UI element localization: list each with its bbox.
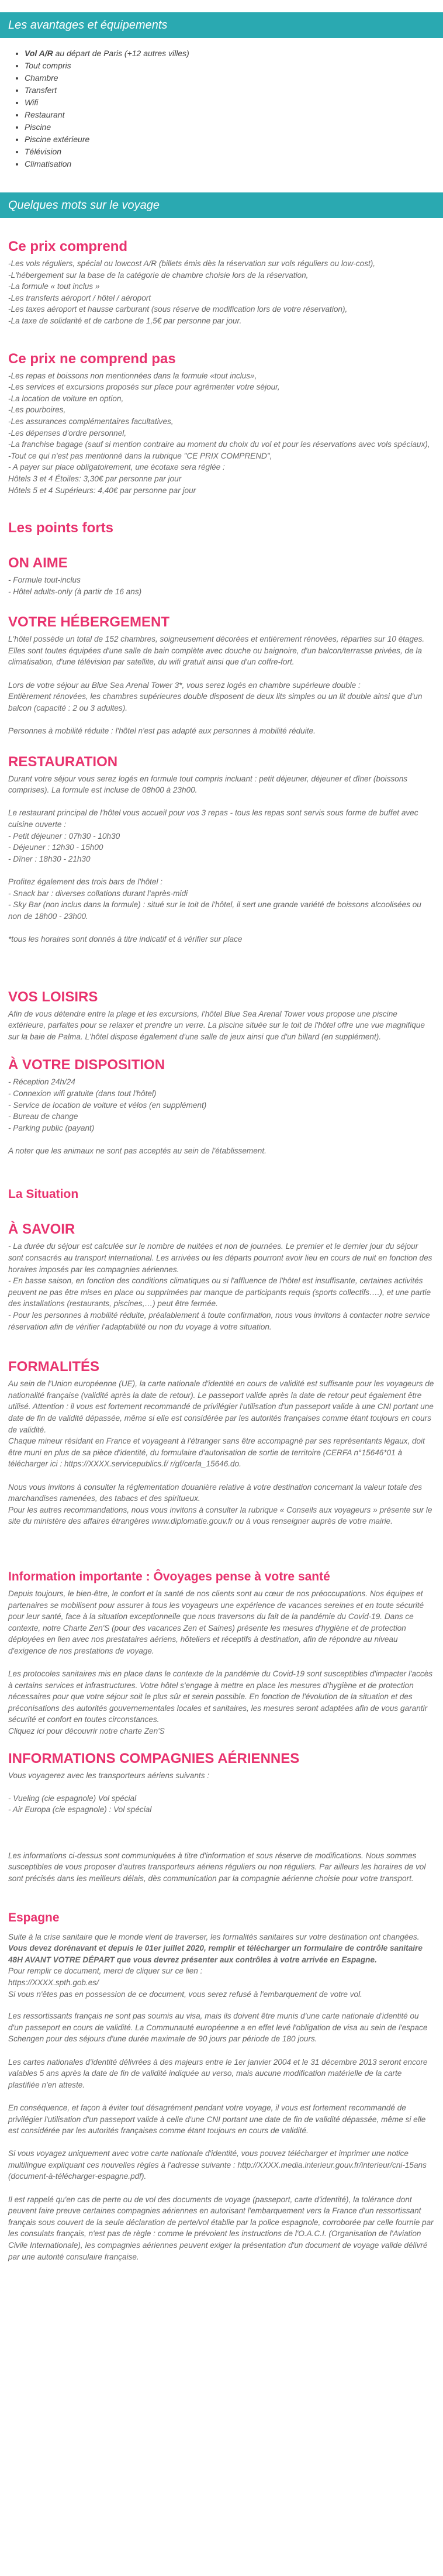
advantage-item <box>25 158 443 170</box>
section-body: Depuis toujours, le bien-être, le confort et la santé de nos clients sont au cœur de nos préoccupations. Nos équipes et partenaires se mobilisent pour assurer à tous les voyageurs une expérience de vacances sereines et en toute sécurité pour leur santé, face à la situation exceptionnelle que nous traversons du fait de la pandémie du Covid-19. Dans ce contexte, notre Charte Zen'S (pour des vacances Zen et Saines) présente les mesures d'hygiène et de protection déployées en lien avec nos prestataires aériens, hôteliers et réceptifs à destination, afin de répondre au niveau d'exigence de nos prestations de voyage. Les protocoles sanitaires mis en place dans le contexte de la pandémie du Covid-19 sont susceptibles d'impacter l'accès à certains services et infrastructures. Votre hôtel s'engage à mettre en place les mesures d'hygiène et de protection nécessaires pour que votre séjour soit le plus sûr et serein possible. En fonction de l'évolution de la situation et des préconisations des autorités gouvernementales locales et sanitaires, les mesures seront adaptées afin de vous garantir sécurité et confort en toutes circonstances. Cliquez ici pour découvrir notre charte Zen'S <box>8 1589 433 1736</box>
advantage-item-label: Chambre <box>25 73 58 82</box>
section-heading: Ce prix ne comprend pas <box>8 350 176 367</box>
advantage-item <box>25 84 443 97</box>
section-on-aime <box>0 555 443 597</box>
advantages-list <box>0 47 443 170</box>
section-body: L'hôtel possède un total de 152 chambres, soigneusement décorées et entièrement rénovées, réparties sur 10 étages. Elles sont toutes équipées d'une salle de bain complète avec douche ou baignoire, d'un balcon/terrasse privées, de la climatisation, d'une télévision par satellite, du wifi gratuit ainsi que d'un coffre-fort. Lors de votre séjour au Blue Sea Arenal Tower 3*, vous serez logés en chambre supérieure double : Entièrement rénovées, les chambres supérieures double disposent de deux lits simples ou un lit double ainsi que d'un balcon (capacité : 2 ou 3 adultes). Personnes à mobilité réduite : l'hôtel n'est pas adapté aux personnes à mobilité réduite. <box>8 635 425 736</box>
advantage-item-label: au départ de Paris (+12 autres villes) <box>53 49 189 58</box>
section-body: - Réception 24h/24 - Connexion wifi gratuite (dans tout l'hôtel) - Service de location de voiture et vélos (en supplément) - Bureau de change - Parking public (payant) A noter que les animaux ne sont pas acceptés au sein de l'établissement. <box>8 1077 267 1155</box>
section-info-importante <box>0 1568 443 1737</box>
advantage-item <box>25 133 443 146</box>
section-body: Au sein de l'Union européenne (UE), la carte nationale d'identité en cours de validité est suffisante pour les voyageurs de nationalité française (validité après la date de retour). Le passeport valide après la date de retour peut également être utilisé. Attention : il vous est fortement recommandé de privilégier l'utilisation d'un passeport valide à une CNI portant une date de fin de validité dépassée, même si elle est considérée par les autorités françaises comme étant toujours en cours de validité. Chaque mineur résidant en France et voyageant à l'étranger sans être accompagné par ses représentants légaux, doit être muni en plus de sa pièce d'identité, du formulaire d'autorisation de sortie de territoire (CERFA n°15646*01 à télécharger ici : https://XXXX.servicepublics.f/ r/gf/cerfa_15646.do. Nous vous invitons à consulter la réglementation douanière relative à votre destination concernant la valeur totale des marchandises ramenées, des tabacs et des spiritueux. Pour les autres recommandations, nous vous invitons à consulter la rubrique « Conseils aux voyageurs » présente sur le site du ministère des affaires étrangères www.diplomatie.gouv.fr ou à vous renseigner auprès de votre mairie. <box>8 1379 434 1526</box>
section-disposition <box>0 1056 443 1156</box>
section-restauration <box>0 753 443 945</box>
section-compagnies <box>0 1750 443 1885</box>
section-loisirs <box>0 989 443 1043</box>
health-alert-line: Pour remplir ce document, merci de cliquer sur ce lien : <box>8 1967 203 1976</box>
advantage-item-label: Wifi <box>25 98 39 107</box>
section-heading: La Situation <box>8 1187 79 1201</box>
advantage-item <box>25 72 443 84</box>
section-body: Afin de vous détendre entre la plage et les excursions, l'hôtel Blue Sea Arenal Tower vous propose une piscine extérieure, parfaites pour se relaxer et prendre un verre. La piscine située sur le toit de l'hôtel offre une vue magnifique sur la baie de Palma. L'hôtel dispose également d'une salle de jeux ainsi que d'un billard (en supplément). <box>8 1009 425 1041</box>
health-alert-line: Suite à la crise sanitaire que le monde vient de traverser, les formalités sanitaires sur votre destination ont changées. <box>8 1932 420 1941</box>
about-bar: Quelques mots sur le voyage <box>0 192 443 218</box>
section-heading: INFORMATIONS COMPAGNIES AÉRIENNES <box>8 1750 300 1766</box>
advantages-bar: Les avantages et équipements <box>0 12 443 38</box>
section-prix-comprend <box>0 238 443 327</box>
advantage-item <box>25 109 443 121</box>
section-body: - Formule tout-inclus - Hôtel adults-only (à partir de 16 ans) <box>8 576 142 596</box>
section-body: Vous voyagerez avec les transporteurs aériens suivants : - Vueling (cie espagnole) Vol spécial - Air Europa (cie espagnole) : Vol spécial Les informations ci-dessus sont communiquées à titre d'information et sous réserve de modifications. Nous sommes susceptibles de vous proposer d'autres transporteurs aériens réguliers ou non réguliers. Par ailleurs les horaires de vol sont précisés dans les meilleurs délais, dès communication par la compagnie aérienne choisie pour votre transport. <box>8 1771 426 1883</box>
section-body: Les ressortissants français ne sont pas soumis au visa, mais ils doivent être munis d'une carte nationale d'identité ou d'un passeport en cours de validité. La Communauté européenne a en effet levé l'obligation de visa au sein de l'espace Schengen pour des séjours d'une durée maximale de 90 jours par période de 180 jours. Les cartes nationales d'identité délivrées à des majeurs entre le 1er janvier 2004 et le 31 décembre 2013 seront encore valables 5 ans après la date de fin de validité indiquée au verso, mais aucune modification matérielle de la carte plastifiée n'en atteste. En conséquence, et façon à éviter tout désagrément pendant votre voyage, il vous est fortement recommandé de privilégier l'utilisation d'un passeport valide à celle d'une CNI portant une date de fin de validité dépassée, même si elle est considérée par les autorités françaises comme étant toujours en cours de validité. Si vous voyagez uniquement avec votre carte nationale d'identité, vous pouvez télécharger et imprimer une notice multilingue expliquant ces nouvelles règles à l'adresse suivante : http://XXXX.media.interieur.gouv.fr/interieur/cni-15ans (document-à-télécharger-espagne.pdf). Il est rappelé qu'en cas de perte ou de vol des documents de voyage (passeport, carte d'identité), la tolérance dont peuvent faire preuve certaines compagnies aériennes en autorisant l'embarquement vers la France d'un ressortissant français sous couvert de la seule déclaration de perte/vol établie par la police espagnole, corroborée par celle fournie par les consulats français, n'est pas de règle : comme le prévoient les instructions de l'O.A.C.I. (Organisation de l'Aviation Civile Internationale), les compagnies aériennes peuvent exiger la présentation d'un document de voyage valide délivré par une autorité consulaire française. <box>8 2012 434 2261</box>
section-heading: VOS LOISIRS <box>8 989 98 1005</box>
section-heading: FORMALITÉS <box>8 1359 99 1375</box>
section-situation <box>0 1186 443 1203</box>
section-savoir <box>0 1221 443 1332</box>
advantage-item-label: Tout compris <box>25 61 71 70</box>
page <box>0 12 443 2262</box>
advantage-item <box>25 60 443 72</box>
section-heading: Les points forts <box>8 520 114 536</box>
section-heading: Information importante : Ôvoyages pense à votre santé <box>8 1569 330 1583</box>
section-body: - La durée du séjour est calculée sur le nombre de nuitées et non de journées. Le premier et le dernier jour du séjour sont consacrés au transport international. Les arrivées ou les départs pourront avoir lieu en cours de nuit en fonction des horaires imposés par les compagnies aériennes. - En basse saison, en fonction des conditions climatiques ou si l'affluence de l'hôtel est insuffisante, certaines activités peuvent ne pas être mises en place ou supprimées par manque de participants requis (sports collectifs….), et une partie des installations (restaurants, piscines,…) peut être fermée. - Pour les personnes à mobilité réduite, préalablement à toute confirmation, nous vous invitons à contacter notre service réservation afin de vérifier l'adaptabilité ou non du voyage à votre situation. <box>8 1242 432 1331</box>
advantage-item-label: Télévision <box>25 147 62 156</box>
advantage-item-label: Piscine extérieure <box>25 135 90 144</box>
advantage-item-label: Transfert <box>25 85 57 95</box>
section-heading: RESTAURATION <box>8 753 118 770</box>
health-alert-line: Vous devez dorénavant et depuis le 01er juillet 2020, remplir et télécharger un formulaire de contrôle sanitaire 48H AVANT VOTRE DÉPART que vous devrez présenter aux contrôles à votre arrivée en Espagne. <box>8 1944 423 1964</box>
advantage-item-bold: Vol A/R <box>25 49 53 58</box>
section-prix-ne-comprend <box>0 350 443 497</box>
advantage-item <box>25 47 443 60</box>
section-hebergement <box>0 614 443 736</box>
section-body: -Les vols réguliers, spécial ou lowcost A/R (billets émis dès la réservation sur vols réguliers ou low-cost), -L'hébergement sur la base de la catégorie de chambre choisie lors de la réservation, -La formule « tout inclus » -Les transferts aéroport / hôtel / aéroport -Les taxes aéroport et hausse carburant (sous réserve de modification lors de votre réservation), -La taxe de solidarité et de carbone de 1,5€ par personne par jour. <box>8 259 376 325</box>
section-heading: ON AIME <box>8 555 68 571</box>
section-heading: À VOTRE DISPOSITION <box>8 1057 165 1073</box>
advantage-item <box>25 97 443 109</box>
health-alert-line: Si vous n'êtes pas en possession de ce document, vous serez refusé à l'embarquement de votre vol. <box>8 1989 362 1999</box>
sections <box>0 238 443 2262</box>
advantage-item <box>25 121 443 133</box>
section-heading: À SAVOIR <box>8 1221 75 1238</box>
advantage-item <box>25 146 443 158</box>
section-points-forts <box>0 519 443 537</box>
health-alert <box>8 1931 435 2000</box>
section-heading: Espagne <box>8 1910 60 1924</box>
section-formalites <box>0 1358 443 1527</box>
advantage-item-label: Climatisation <box>25 159 72 168</box>
section-body: -Les repas et boissons non mentionnées dans la formule «tout inclus», -Les services et excursions proposés sur place pour agrémenter votre séjour, -La location de voiture en option, -Les pourboires, -Les assurances complémentaires facultatives, -Les dépenses d'ordre personnel, -La franchise bagage (sauf si mention contraire au moment du choix du vol et pour les réservations avec vols spéciaux), -Tout ce qui n'est pas mentionné dans la rubrique "CE PRIX COMPREND", - A payer sur place obligatoirement, une écotaxe sera réglée : Hôtels 3 et 4 Étoiles: 3,30€ par personne par jour Hôtels 5 et 4 Supérieurs: 4,40€ par personne par jour <box>8 371 430 495</box>
section-heading: VOTRE HÉBERGEMENT <box>8 614 170 631</box>
section-heading: Ce prix comprend <box>8 239 128 254</box>
section-espagne <box>0 1909 443 2263</box>
advantage-item-label: Restaurant <box>25 110 65 119</box>
advantage-item-label: Piscine <box>25 122 51 132</box>
health-form-link[interactable]: https://XXXX.spth.gob.es/ <box>8 1978 99 1987</box>
section-body: Durant votre séjour vous serez logés en formule tout compris incluant : petit déjeuner, déjeuner et dîner (boissons comprises). La formule est incluse de 08h00 à 23h00. Le restaurant principal de l'hôtel vous accueil pour vos 3 repas - tous les repas sont servis sous forme de buffet avec cuisine ouverte : - Petit déjeuner : 07h30 - 10h30 - Déjeuner : 12h30 - 15h00 - Dîner : 18h30 - 21h30 Profitez également des trois bars de l'hôtel : - Snack bar : diverses collations durant l'après-midi - Sky Bar (non inclus dans la formule) : situé sur le toit de l'hôtel, il sert une grande variété de boissons alcoolisées ou non de 18h00 - 23h00. *tous les horaires sont donnés à titre indicatif et à vérifier sur place <box>8 774 421 943</box>
